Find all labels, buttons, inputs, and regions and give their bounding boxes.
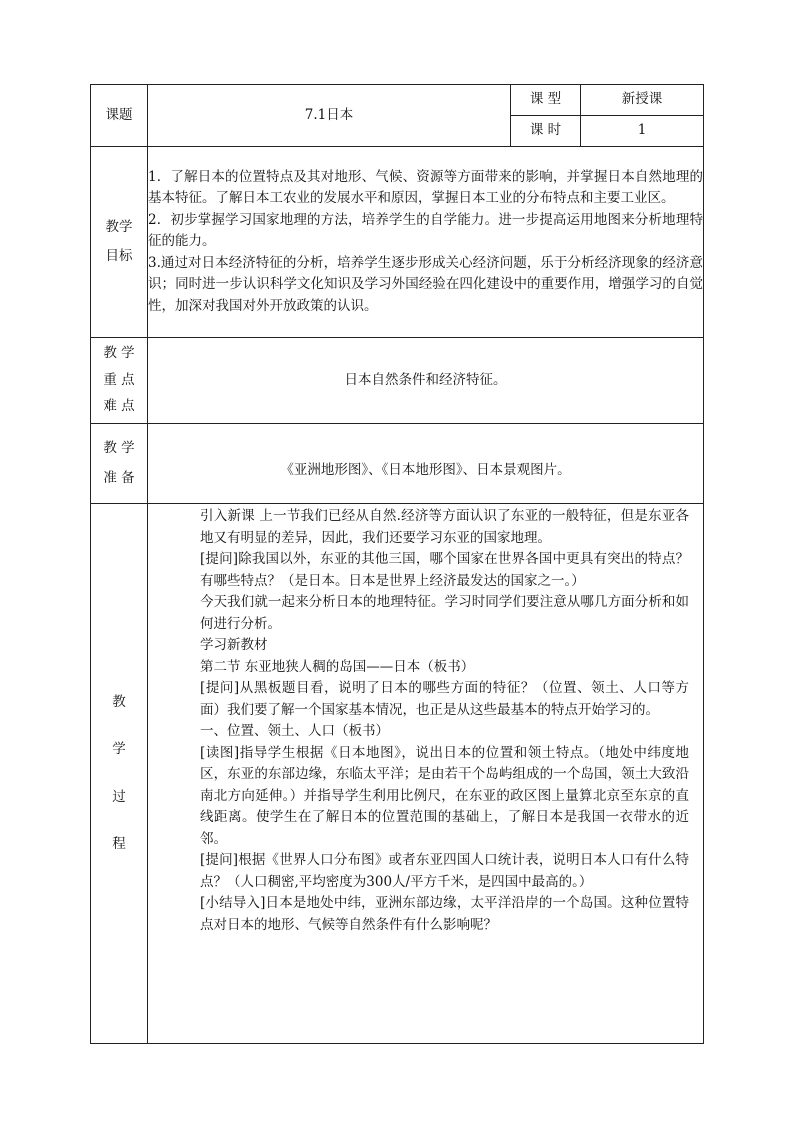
- key-points-content: 日本自然条件和经济特征。: [148, 338, 704, 424]
- key-points-label: 教 学 重 点 难 点: [91, 338, 148, 424]
- objective-item: 2．初步掌握学习国家地理的方法，培养学生的自学能力。进一步提高运用地图来分析地理特征的能力。: [148, 211, 703, 250]
- objectives-label: 教学 目标: [91, 147, 148, 338]
- lesson-type-label: 课 型: [511, 85, 581, 116]
- process-paragraph: 第二节 东亚地狭人稠的岛国——日本（板书）: [200, 658, 475, 675]
- class-hours-value: 1: [581, 116, 704, 147]
- preparation-content: 《亚洲地形图》、《日本地形图》、日本景观图片。: [148, 424, 704, 504]
- objectives-content: [148, 147, 704, 338]
- process-paragraph: 今天我们就一起来分析日本的地理特征。学习时同学们要注意从哪几方面分析和如何进行分析。: [200, 594, 689, 632]
- objective-item: 3.通过对日本经济特征的分析，培养学生逐步形成关心经济问题，乐于分析经济现象的经济意识；同时进一步认识科学文化知识及学习外国经验在四化建设中的重要作用，增强学习的自觉性，加深对我国对外开放政策的认识。: [148, 254, 703, 314]
- process-content: [148, 504, 704, 1044]
- course-label: 课题: [91, 85, 148, 147]
- process-paragraph: [提问]从黑板题目看，说明了日本的哪些方面的特征？（位置、领土、人口等方面）我们要了解一个国家基本情况，也正是从这些最基本的特点开始学习的。: [200, 680, 689, 718]
- preparation-label: 教 学 准 备: [91, 424, 148, 504]
- class-hours-label: 课 时: [511, 116, 581, 147]
- process-paragraph: [读图]指导学生根据《日本地图》，说出日本的位置和领土特点。（地处中纬度地区，东亚的东部边缘，东临太平洋；是由若干个岛屿组成的一个岛国，领土大致沿南北方向延伸。）并指导学生利用比例尺，在东亚的政区图上量算北京至东京的直线距离。使学生在了解日本的位置范围的基础上，了解日本是我国一衣带水的近邻。: [200, 744, 689, 847]
- process-paragraph: 一、位置、领土、人口（板书）: [200, 723, 389, 739]
- process-label: 教 学 过 程: [91, 504, 148, 1044]
- course-title: 7.1日本: [148, 85, 511, 147]
- process-paragraph: [小结导入]日本是地处中纬，亚洲东部边缘，太平洋沿岸的一个岛国。这种位置特点对日本的地形、气候等自然条件有什么影响呢？: [200, 895, 689, 933]
- process-paragraph: [提问]根据《世界人口分布图》或者东亚四国人口统计表，说明日本人口有什么特点？（人口稠密,平均密度为300人/平方千米，是四国中最高的。）: [200, 852, 689, 890]
- process-paragraph: 引入新课 上一节我们已经从自然.经济等方面认识了东亚的一般特征，但是东亚各地又有明显的差异，因此，我们还要学习东亚的国家地理。: [200, 508, 689, 546]
- objective-item: 1．了解日本的位置特点及其对地形、气候、资源等方面带来的影响，并掌握日本自然地理的基本特征。了解日本工农业的发展水平和原因，掌握日本工业的分布特点和主要工业区。: [148, 168, 703, 207]
- lesson-plan-table: [90, 84, 704, 1044]
- lesson-type-value: 新授课: [581, 85, 704, 116]
- process-paragraph: [提问]除我国以外，东亚的其他三国，哪个国家在世界各国中更具有突出的特点？有哪些特点？（是日本。日本是世界上经济最发达的国家之一。）: [200, 551, 689, 589]
- process-paragraph: 学习新教材: [200, 637, 268, 653]
